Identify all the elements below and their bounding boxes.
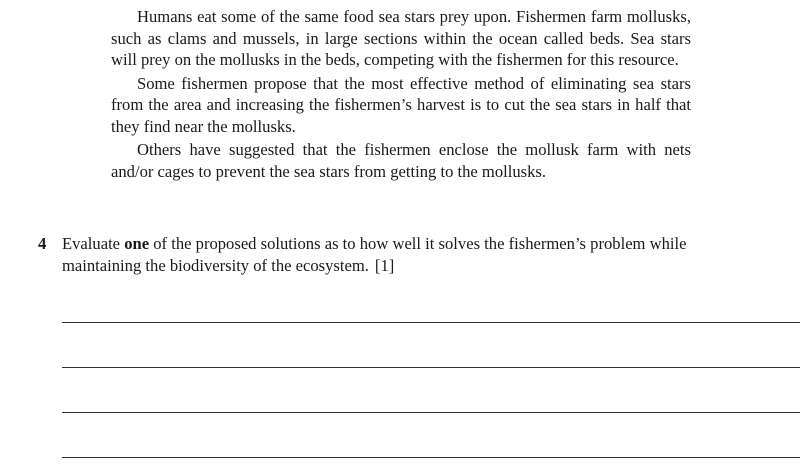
passage-paragraph-1: Humans eat some of the same food sea stars prey upon. Fishermen farm mollusks, such as clams and mussels, in large sections within the ocean called beds. Sea stars will prey on the mollusks in the beds, competing with the fishermen for this resource.: [111, 7, 691, 69]
question-4: [38, 233, 758, 277]
question-prompt: [62, 233, 758, 277]
question-credit: [1]: [374, 256, 395, 275]
passage-paragraph-2: Some fishermen propose that the most effective method of eliminating sea stars from the area and increasing the fishermen’s harvest is to cut the sea stars in half that they find near the mollusks.: [111, 73, 691, 136]
question-text-end: of the proposed solutions as to how well it solves the fishermen’s problem while maintaining the biodiversity of the ecosystem.: [62, 234, 687, 275]
question-emphasis: one: [124, 234, 150, 253]
question-text-start: Evaluate: [62, 234, 121, 253]
answer-line-2[interactable]: [62, 367, 800, 368]
passage-paragraph-3: Others have suggested that the fishermen enclose the mollusk farm with nets and/or cages to prevent the sea stars from getting to the mollusks.: [111, 140, 691, 181]
reading-passage: [111, 6, 691, 184]
question-number: 4: [38, 234, 47, 253]
answer-line-4[interactable]: [62, 457, 800, 458]
answer-line-1[interactable]: [62, 322, 800, 323]
answer-line-3[interactable]: [62, 412, 800, 413]
